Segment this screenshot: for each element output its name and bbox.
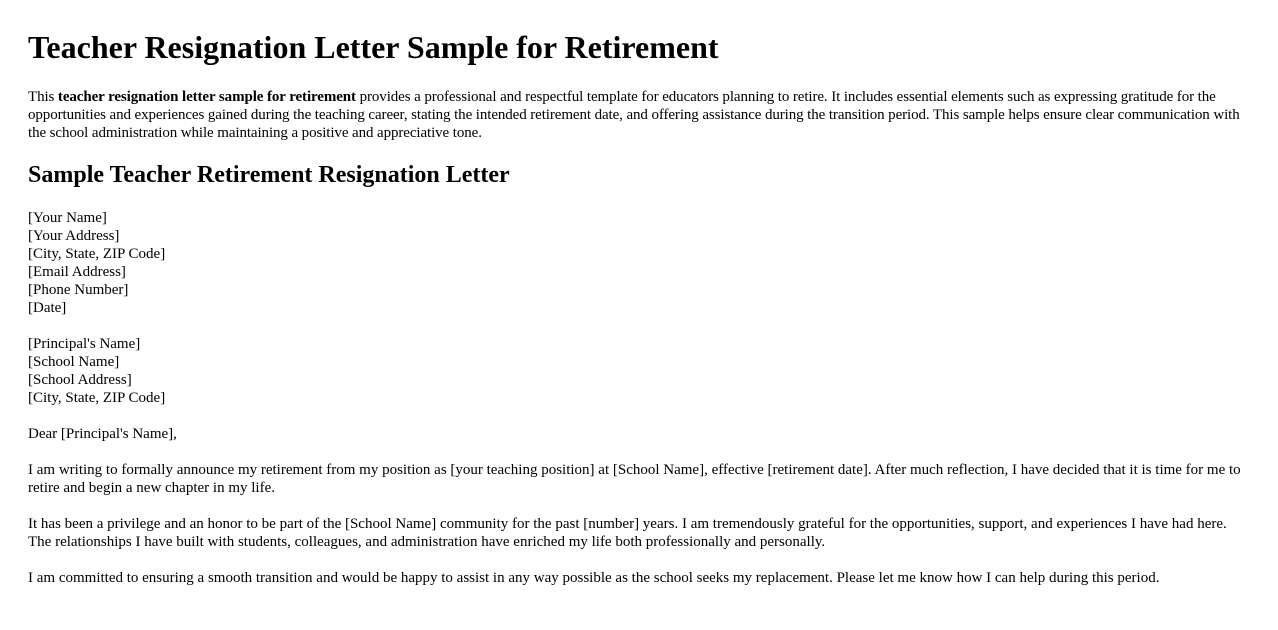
intro-paragraph: [28, 88, 1250, 142]
letter-date: [Date]: [28, 300, 67, 316]
document-page: [0, 29, 1278, 587]
recipient-school-address: [School Address]: [28, 372, 132, 388]
sender-address: [Your Address]: [28, 228, 120, 244]
recipient-school-name: [School Name]: [28, 354, 120, 370]
sender-block: [28, 209, 1250, 317]
sender-email: [Email Address]: [28, 264, 126, 280]
recipient-block: [28, 335, 1250, 407]
recipient-name: [Principal's Name]: [28, 336, 141, 352]
salutation: Dear [Principal's Name],: [28, 426, 177, 442]
sender-name: [Your Name]: [28, 210, 107, 226]
page-title: Teacher Resignation Letter Sample for Retirement: [28, 29, 719, 65]
intro-suffix: provides a professional and respectful template for educators planning to retire. It includes essential elements such as expressing gratitude for the opportunities and experiences gained during the teaching career, stating the intended retirement date, and offering assistance during the transition period. This sample helps ensure clear communication with the school administration while maintaining a positive and appreciative tone.: [28, 89, 1240, 141]
section-title: Sample Teacher Retirement Resignation Letter: [28, 162, 510, 188]
letter-paragraph: It has been a privilege and an honor to be part of the [School Name] community for the past [number] years. I am tremendously grateful for the opportunities, support, and experiences I have had here. The relationships I have built with students, colleagues, and administration have enriched my life both professionally and personally.: [28, 516, 1227, 550]
sample-letter: [28, 209, 1250, 587]
letter-paragraph: I am committed to ensuring a smooth transition and would be happy to assist in any way possible as the school seeks my replacement. Please let me know how I can help during this period.: [28, 570, 1160, 586]
sender-phone: [Phone Number]: [28, 282, 129, 298]
letter-paragraph: I am writing to formally announce my retirement from my position as [your teaching position] at [School Name], effective [retirement date]. After much reflection, I have decided that it is time for me to retire and begin a new chapter in my life.: [28, 462, 1241, 496]
intro-bold-phrase: teacher resignation letter sample for retirement: [57, 89, 356, 105]
intro-prefix: This: [28, 89, 58, 105]
sender-city-state-zip: [City, State, ZIP Code]: [28, 246, 166, 262]
recipient-city-state-zip: [City, State, ZIP Code]: [28, 390, 166, 406]
